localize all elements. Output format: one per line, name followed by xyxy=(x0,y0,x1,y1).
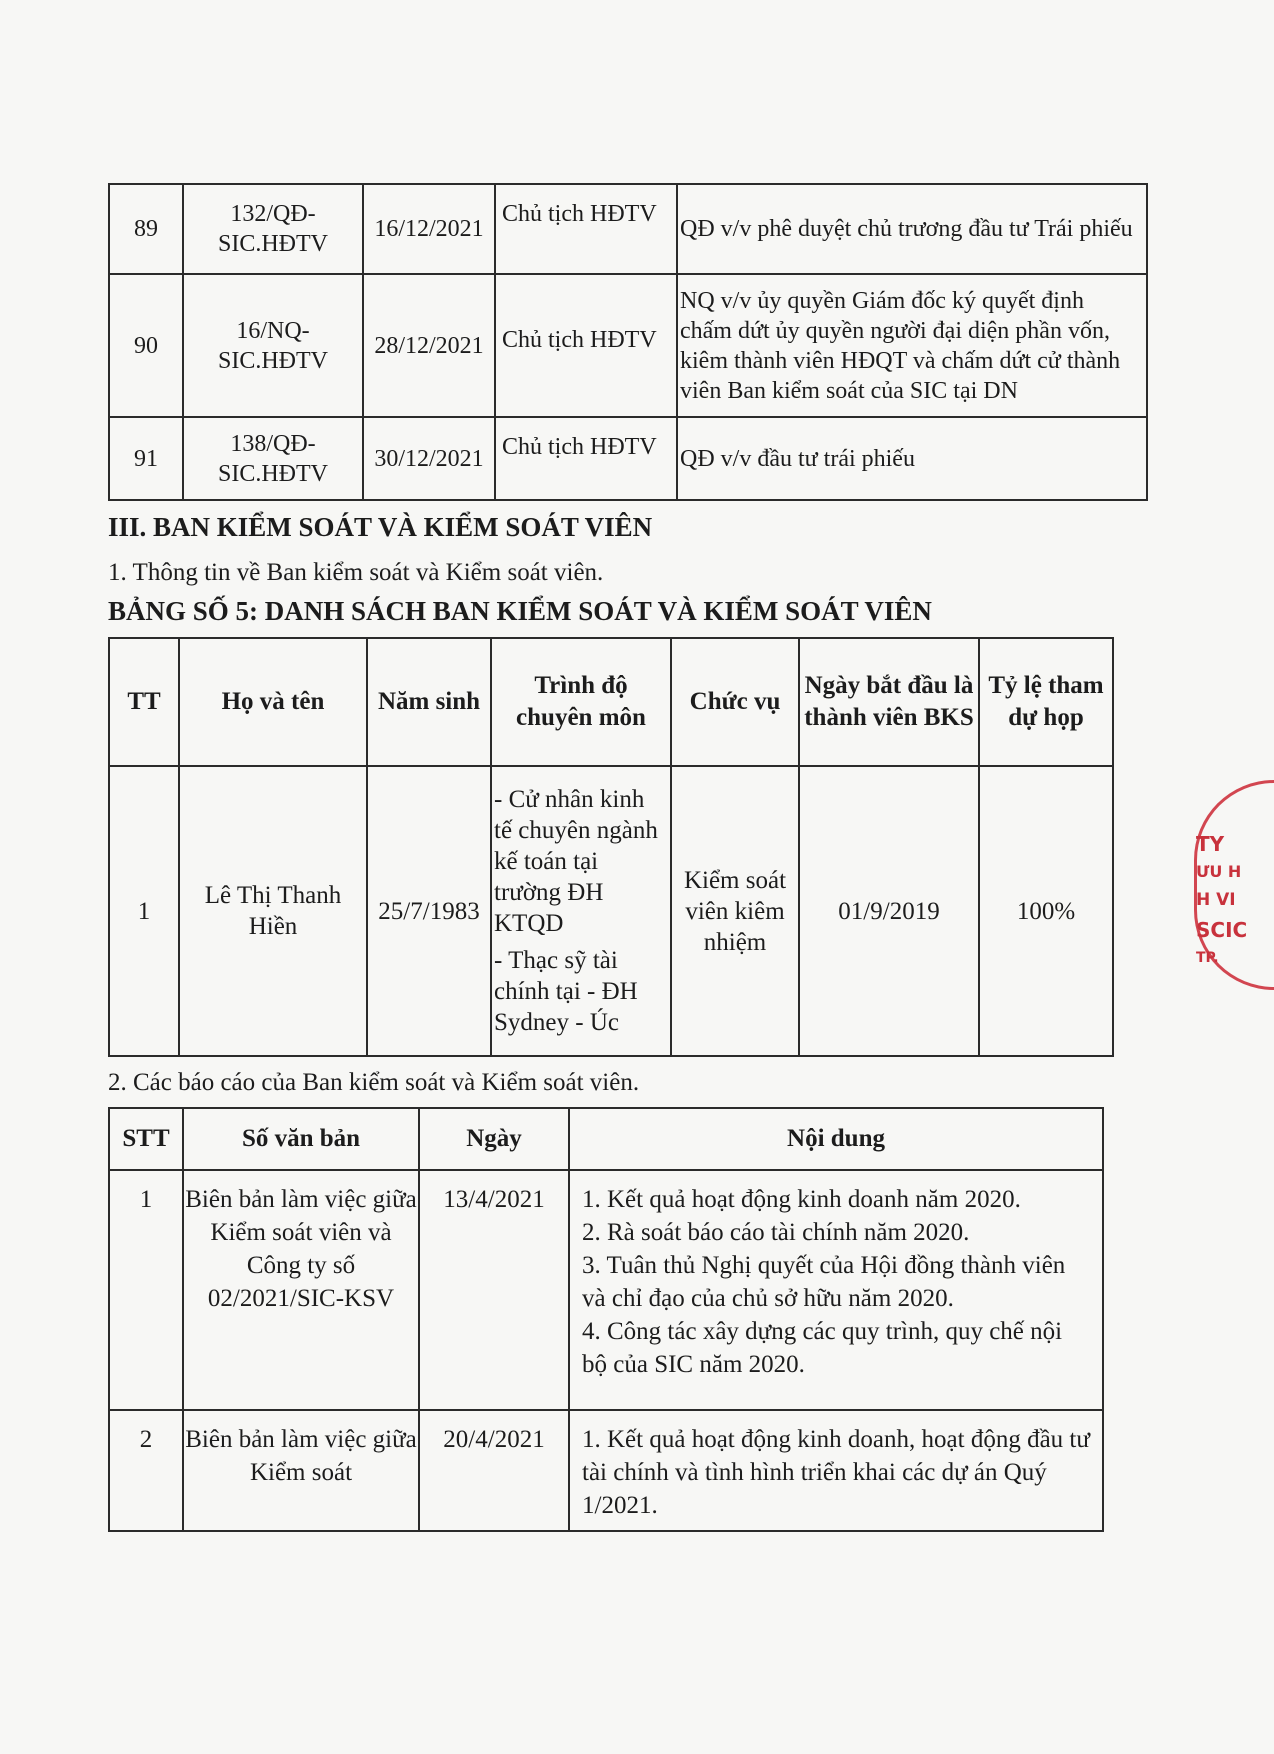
column-header: Chức vụ xyxy=(671,638,799,766)
table-row xyxy=(109,1170,1103,1410)
column-header: Trình độ chuyên môn xyxy=(491,638,671,766)
seal-text: TP. xyxy=(1196,950,1219,966)
column-header: Tỷ lệ tham dự họp xyxy=(979,638,1113,766)
document-number: Biên bản làm việc giữa Kiểm soát viên và Công ty số 02/2021/SIC-KSV xyxy=(183,1170,419,1410)
table-title: BẢNG SỐ 5: DANH SÁCH BAN KIỂM SOÁT VÀ KIỂM SOÁT VIÊN xyxy=(108,596,932,626)
decision-content: NQ v/v ủy quyền Giám đốc ký quyết định chấm dứt ủy quyền người đại diện phần vốn, kiêm thành viên HĐQT và chấm dứt cử thành viên Ban kiểm soát của SIC tại DN xyxy=(677,274,1147,417)
qualification-cell xyxy=(491,766,671,1056)
row-number: 1 xyxy=(109,1170,183,1410)
section-subheading: 1. Thông tin về Ban kiểm soát và Kiểm soát viên. xyxy=(108,559,604,586)
reports-table xyxy=(108,1107,1104,1532)
supervisors-table xyxy=(108,637,1114,1057)
qualification-item: - Cử nhân kinh tế chuyên ngành kế toán tại trường ĐH KTQD xyxy=(494,786,658,937)
content-item: 3. Tuân thủ Nghị quyết của Hội đồng thành viên và chỉ đạo của chủ sở hữu năm 2020. xyxy=(582,1252,1066,1312)
section-subheading: 2. Các báo cáo của Ban kiểm soát và Kiểm soát viên. xyxy=(108,1069,640,1096)
decision-number: 16/NQ-SIC.HĐTV xyxy=(183,274,363,417)
table-row xyxy=(109,184,1147,274)
table-row xyxy=(109,274,1147,417)
decision-content: QĐ v/v đầu tư trái phiếu xyxy=(677,417,1147,500)
decision-date: 28/12/2021 xyxy=(363,274,495,417)
decision-issuer: Chủ tịch HĐTV xyxy=(495,184,677,274)
report-content xyxy=(569,1170,1103,1410)
report-date: 20/4/2021 xyxy=(419,1410,569,1531)
content-item: 4. Công tác xây dựng các quy trình, quy chế nội bộ của SIC năm 2020. xyxy=(582,1318,1063,1378)
table-header-row xyxy=(109,638,1113,766)
table-row xyxy=(109,766,1113,1056)
column-header: Năm sinh xyxy=(367,638,491,766)
decision-issuer: Chủ tịch HĐTV xyxy=(495,274,677,417)
seal-text: ƯU H xyxy=(1196,862,1242,881)
column-header: Họ và tên xyxy=(179,638,367,766)
decision-number: 132/QĐ-SIC.HĐTV xyxy=(183,184,363,274)
decision-number: 138/QĐ-SIC.HĐTV xyxy=(183,417,363,500)
content-item: 2. Rà soát báo cáo tài chính năm 2020. xyxy=(582,1219,970,1246)
seal-text: H VI xyxy=(1196,890,1236,910)
column-header: Ngày xyxy=(419,1108,569,1170)
qualification-item: - Thạc sỹ tài chính tại - ĐH Sydney - Úc xyxy=(494,947,638,1036)
document-number: Biên bản làm việc giữa Kiểm soát xyxy=(183,1410,419,1531)
row-number: 2 xyxy=(109,1410,183,1531)
row-number: 91 xyxy=(109,417,183,500)
table-header-row xyxy=(109,1108,1103,1170)
row-number: 1 xyxy=(109,766,179,1056)
company-seal xyxy=(1186,780,1248,998)
content-item: 1. Kết quả hoạt động kinh doanh, hoạt động đầu tư tài chính và tình hình triển khai các dự án Quý 1/2021. xyxy=(582,1426,1090,1519)
decision-date: 16/12/2021 xyxy=(363,184,495,274)
column-header: Ngày bắt đầu là thành viên BKS xyxy=(799,638,979,766)
table-row xyxy=(109,417,1147,500)
decision-content: QĐ v/v phê duyệt chủ trương đầu tư Trái phiếu xyxy=(677,184,1147,274)
column-header: Số văn bản xyxy=(183,1108,419,1170)
seal-text: TY xyxy=(1196,832,1225,856)
report-date: 13/4/2021 xyxy=(419,1170,569,1410)
column-header: Nội dung xyxy=(569,1108,1103,1170)
attendance-rate: 100% xyxy=(979,766,1113,1056)
row-number: 89 xyxy=(109,184,183,274)
decisions-table xyxy=(108,183,1148,501)
seal-text: SCIC xyxy=(1196,918,1248,942)
member-name: Lê Thị Thanh Hiền xyxy=(179,766,367,1056)
decision-date: 30/12/2021 xyxy=(363,417,495,500)
row-number: 90 xyxy=(109,274,183,417)
start-date: 01/9/2019 xyxy=(799,766,979,1056)
content-item: 1. Kết quả hoạt động kinh doanh năm 2020. xyxy=(582,1186,1021,1213)
table-row xyxy=(109,1410,1103,1531)
report-content xyxy=(569,1410,1103,1531)
member-position: Kiểm soát viên kiêm nhiệm xyxy=(671,766,799,1056)
decision-issuer: Chủ tịch HĐTV xyxy=(495,417,677,500)
section-heading: III. BAN KIỂM SOÁT VÀ KIỂM SOÁT VIÊN xyxy=(108,512,653,542)
column-header: TT xyxy=(109,638,179,766)
column-header: STT xyxy=(109,1108,183,1170)
birth-date: 25/7/1983 xyxy=(367,766,491,1056)
